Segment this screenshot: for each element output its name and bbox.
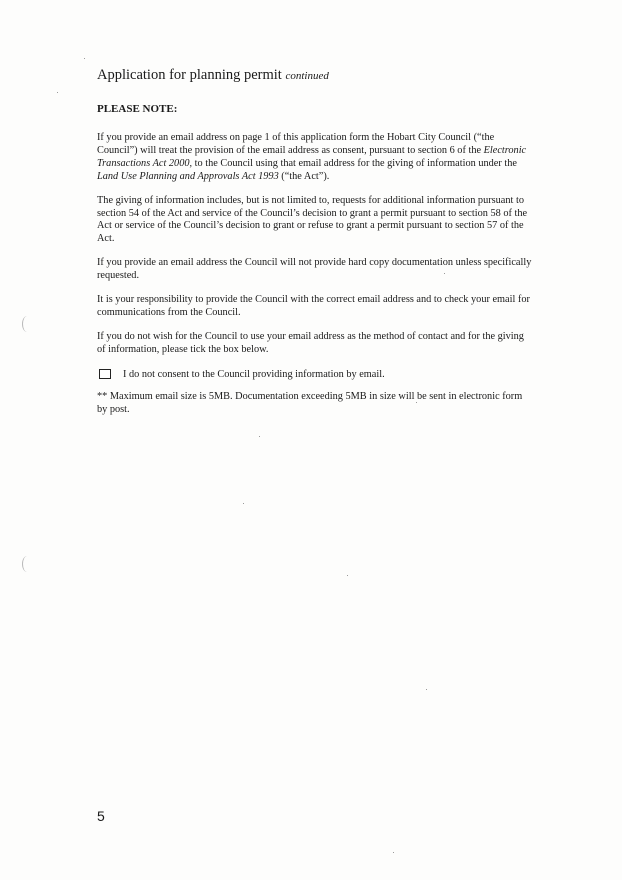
- email-consent-paragraph: [97, 132, 533, 184]
- email-size-note: ** Maximum email size is 5MB. Documentation exceeding 5MB in size will be sent in electronic form by post.: [97, 390, 523, 415]
- responsibility-paragraph: It is your responsibility to provide the Council with the correct email address and to check your email for communications from the Council.: [97, 294, 530, 318]
- scan-speck: [393, 852, 394, 853]
- scan-speck: [57, 92, 58, 93]
- scan-speck: [84, 58, 85, 59]
- punch-hole-mark: [22, 556, 32, 572]
- opt-out-paragraph: If you do not wish for the Council to use your email address as the method of contact and for the giving of information, please tick the box below.: [97, 330, 524, 355]
- page-title: [97, 66, 533, 85]
- consent-option[interactable]: [97, 368, 533, 381]
- scan-speck: [347, 575, 348, 576]
- page-number: 5: [97, 808, 105, 824]
- consent-checkbox-label: I do not consent to the Council providing information by email.: [123, 368, 385, 380]
- paragraph-text: (“the Act”).: [278, 170, 330, 182]
- title-suffix: continued: [285, 70, 329, 82]
- punch-hole-mark: [22, 316, 32, 332]
- document-body: [97, 66, 533, 428]
- hard-copy-paragraph: If you provide an email address the Council will not provide hard copy documentation unless specifically requested.: [97, 257, 532, 282]
- scan-speck: [243, 503, 244, 504]
- information-scope-paragraph: The giving of information includes, but is not limited to, requests for additional information pursuant to section 54 of the Act and service of the Council’s decision to grant a permit pursuant to section 58 of the Act or service of the Council’s decision to grant or refuse to grant a permit pursuant to section 57 of the Act.: [97, 194, 528, 245]
- paragraph-text: to the Council using that email address for the giving of information under the: [192, 157, 517, 169]
- scan-speck: [259, 436, 260, 437]
- consent-checkbox[interactable]: [99, 369, 111, 379]
- scan-speck: [426, 689, 427, 690]
- paragraph-text: If you provide an email address on page 1 of this application form the Hobart City Council (“the Council”) will treat the provision of the email address as consent, pursuant to section 6 of the: [97, 132, 495, 156]
- act-title: Electronic Transactions Act 2000,: [97, 144, 527, 169]
- act-title: Land Use Planning and Approvals Act 1993: [97, 170, 279, 182]
- title-text: Application for planning permit: [97, 67, 282, 83]
- note-heading: PLEASE NOTE:: [97, 103, 178, 115]
